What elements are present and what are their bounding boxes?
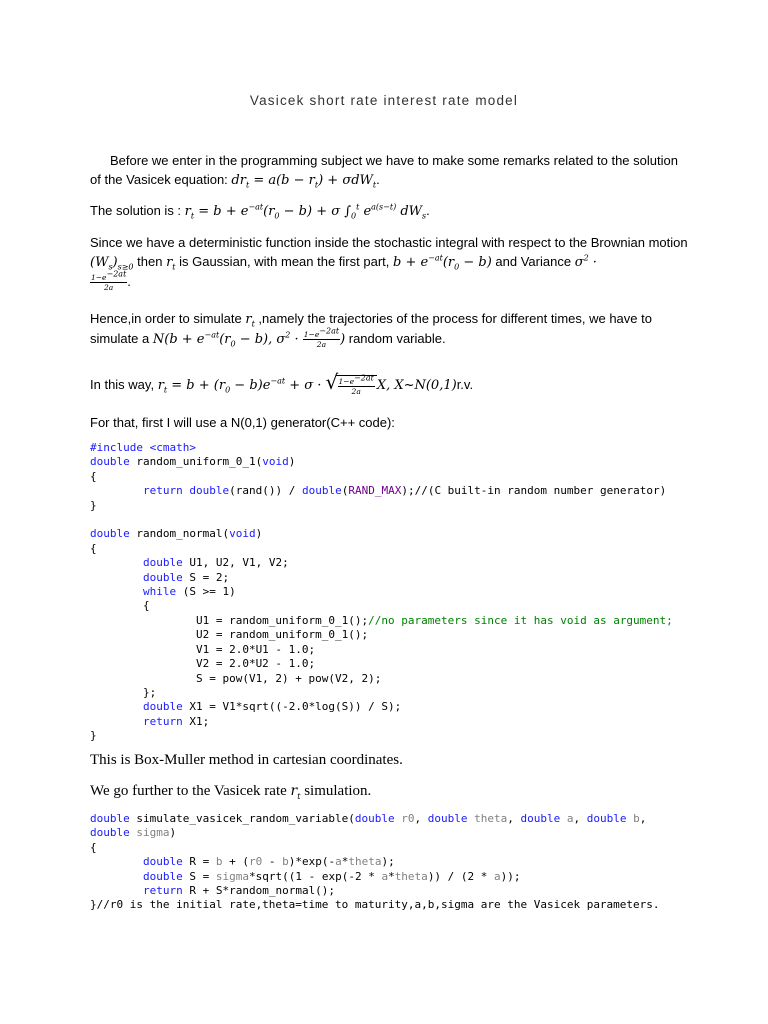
code-block-vasicek: double simulate_vasicek_random_variable(double r0, double theta, double a, double b, double sigma) { double R = b + (r0 - b)*exp(-a*theta); double S = sigma*sqrt((1 - exp(-2 * a*theta)) / (2 * a)); return R + S*random_normal(); }//r0 is the initial rate,theta=time to maturity,a,b,sigma are the Vasicek parameters. bbox=[90, 812, 660, 912]
solution-formula: $r_t = b + e^{-at}(r_0 - b) + \sigma$ $\int_0^t$ $e^{a(s-t)}$ $dW_s$ bbox=[184, 202, 427, 221]
solution-paragraph: The solution is : $r_t = b + e^{-at}(r_0 - b) + \sigma$ $\int_0^t$ $e^{a(s-t)}$ $dW_s$. bbox=[90, 202, 430, 221]
gaussian-paragraph: Since we have a deterministic function inside the stochastic integral with respect to the Brownian motion $(W_s)_{s\ge 0}$ then $r_t$ is Gaussian, with mean the first part, $b + e^{-at}(r_0 - b)$ and Variance $\sigma^2$ · $\frac{1-e^{-2at}}{2a}$ . bbox=[90, 235, 688, 293]
box-muller-note: This is Box-Muller method in cartesian coordinates. bbox=[90, 752, 403, 768]
document-title: Vasicek short rate interest rate model bbox=[249, 93, 519, 108]
intro-paragraph: Before we enter in the programming subject we have to make some remarks related to the solution of the Vasicek equation: $dr_t = a(b - r_t) + \sigma dW_t$. bbox=[90, 153, 678, 190]
vasicek-sim-note: We go further to the Vasicek rate $r_t$ simulation. bbox=[90, 783, 372, 801]
variance-fraction: $\frac{1-e^{-2at}}{2a}$ bbox=[91, 269, 127, 293]
generator-intro: For that, first I will use a N(0,1) generator(C++ code): bbox=[90, 415, 395, 430]
rt-formula-paragraph: In this way, $r_t = b + (r_0 - b)e^{-at} + \sigma$ · √ $\frac{1-e^{-2at}}{2a}$ X, X~N(0,1)r.v. bbox=[90, 370, 474, 397]
vasicek-equation: $dr_t = a(b - r_t) + \sigma dW_t$ bbox=[231, 173, 377, 190]
code-block-random-normal: #include <cmath> double random_uniform_0_1(void) { return double(rand()) / double(RAND_MAX);//(C built-in random number generator) } double random_normal(void) { double U1, U2, V1, V2; double S = 2; while (S >= 1) { U1 = random_uniform_0_1();//no parameters since it has void as argument; U2 = random_uniform_0_1(); V1 = 2.0*U1 - 1.0; V2 = 2.0*U2 - 1.0; S = pow(V1, 2) + pow(V2, 2); }; double X1 = V1*sqrt((-2.0*log(S)) / S); return X1; } bbox=[90, 441, 673, 743]
simulation-paragraph: Hence,in order to simulate $r_t$ ,namely the trajectories of the process for different times, we have to simulate a $N(b + e^{-at}(r_0 - b)$, $\sigma^2$ · $\frac{1-e^{-2at}}{2a}$ ) random variable. bbox=[90, 311, 652, 350]
